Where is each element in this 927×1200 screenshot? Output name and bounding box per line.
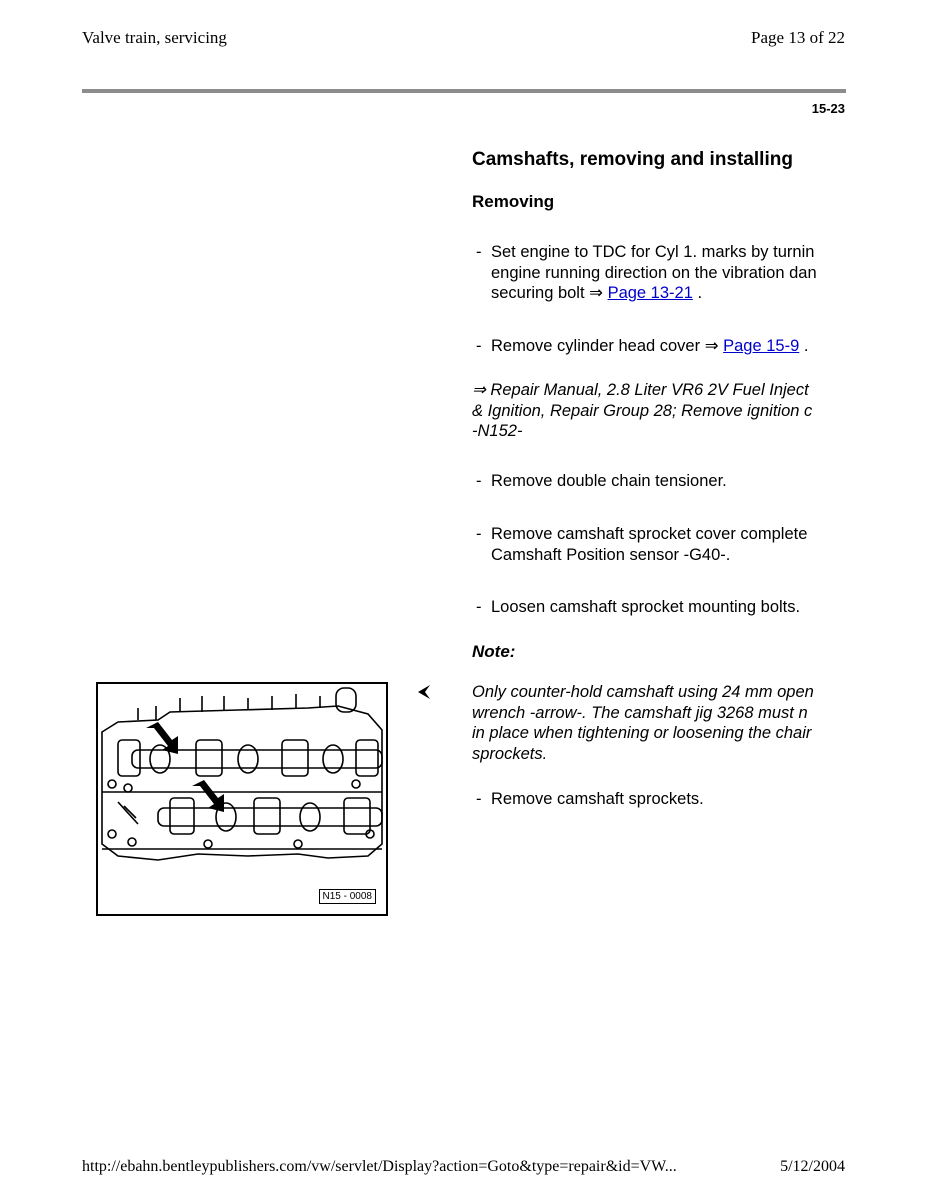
step-remove-head-cover xyxy=(476,336,846,357)
reference-line: -N152- xyxy=(472,422,523,440)
note-heading: Note: xyxy=(472,642,516,661)
cylinder-head-drawing xyxy=(98,684,386,914)
step-line: engine running direction on the vibration dan xyxy=(491,263,817,282)
step-line: Camshaft Position sensor -G40-. xyxy=(491,545,731,564)
step-suffix: . xyxy=(692,284,703,302)
note-body xyxy=(472,682,846,764)
step-line: Loosen camshaft sprocket mounting bolts. xyxy=(491,598,801,616)
arrow-icon: ⇒ xyxy=(472,381,486,399)
step-suffix: . xyxy=(799,337,809,355)
step-remove-tensioner xyxy=(476,471,846,492)
footer-date: 5/12/2004 xyxy=(780,1158,845,1175)
reference-line: Repair Manual, 2.8 Liter VR6 2V Fuel Inject xyxy=(490,381,809,399)
step-loosen-bolts xyxy=(476,597,846,618)
section-subtitle: Removing xyxy=(472,192,555,211)
page-header-title: Valve train, servicing xyxy=(82,28,227,47)
note-line: in place when tightening or loosening the chair xyxy=(472,724,812,742)
figure-pointer-icon xyxy=(416,684,434,700)
step-line: securing bolt xyxy=(491,284,590,302)
page-link-15-9[interactable]: Page 15-9 xyxy=(723,337,800,355)
step-line: Remove camshaft sprockets. xyxy=(491,790,704,808)
note-line: sprockets. xyxy=(472,744,548,763)
step-line: Set engine to TDC for Cyl 1. marks by turnin xyxy=(491,243,815,261)
header-rule xyxy=(82,89,846,93)
step-line: Remove double chain tensioner. xyxy=(491,472,727,490)
note-line: wrench -arrow-. The camshaft jig 3268 must n xyxy=(472,703,808,722)
page-link-13-21[interactable]: Page 13-21 xyxy=(607,284,693,302)
step-dash: - xyxy=(476,598,482,616)
arrow-icon: ⇒ xyxy=(589,284,603,302)
step-dash: - xyxy=(476,472,482,490)
step-remove-sprocket-cover xyxy=(476,524,846,565)
section-title: Camshafts, removing and installing xyxy=(472,149,793,170)
step-line: Remove cylinder head cover xyxy=(491,337,705,355)
arrow-icon: ⇒ xyxy=(704,337,719,355)
camshaft-illustration xyxy=(96,682,388,916)
figure-label: N15 - 0008 xyxy=(319,889,376,904)
step-dash: - xyxy=(476,525,482,543)
step-remove-sprockets xyxy=(476,789,846,810)
step-tdc xyxy=(476,242,846,304)
footer-url: http://ebahn.bentleypublishers.com/vw/servlet/Display?action=Goto&type=repair&id=VW... xyxy=(82,1158,677,1175)
step-dash: - xyxy=(476,790,482,808)
step-line: Remove camshaft sprocket cover complete xyxy=(491,525,808,543)
step-dash: - xyxy=(476,337,482,355)
manual-page-code: 15-23 xyxy=(811,101,845,116)
reference-line: & Ignition, Repair Group 28; Remove ignition c xyxy=(472,401,813,420)
page-number: Page 13 of 22 xyxy=(751,28,845,47)
step-dash: - xyxy=(476,243,482,261)
note-line: Only counter-hold camshaft using 24 mm open xyxy=(472,683,814,701)
repair-manual-reference xyxy=(472,380,846,442)
